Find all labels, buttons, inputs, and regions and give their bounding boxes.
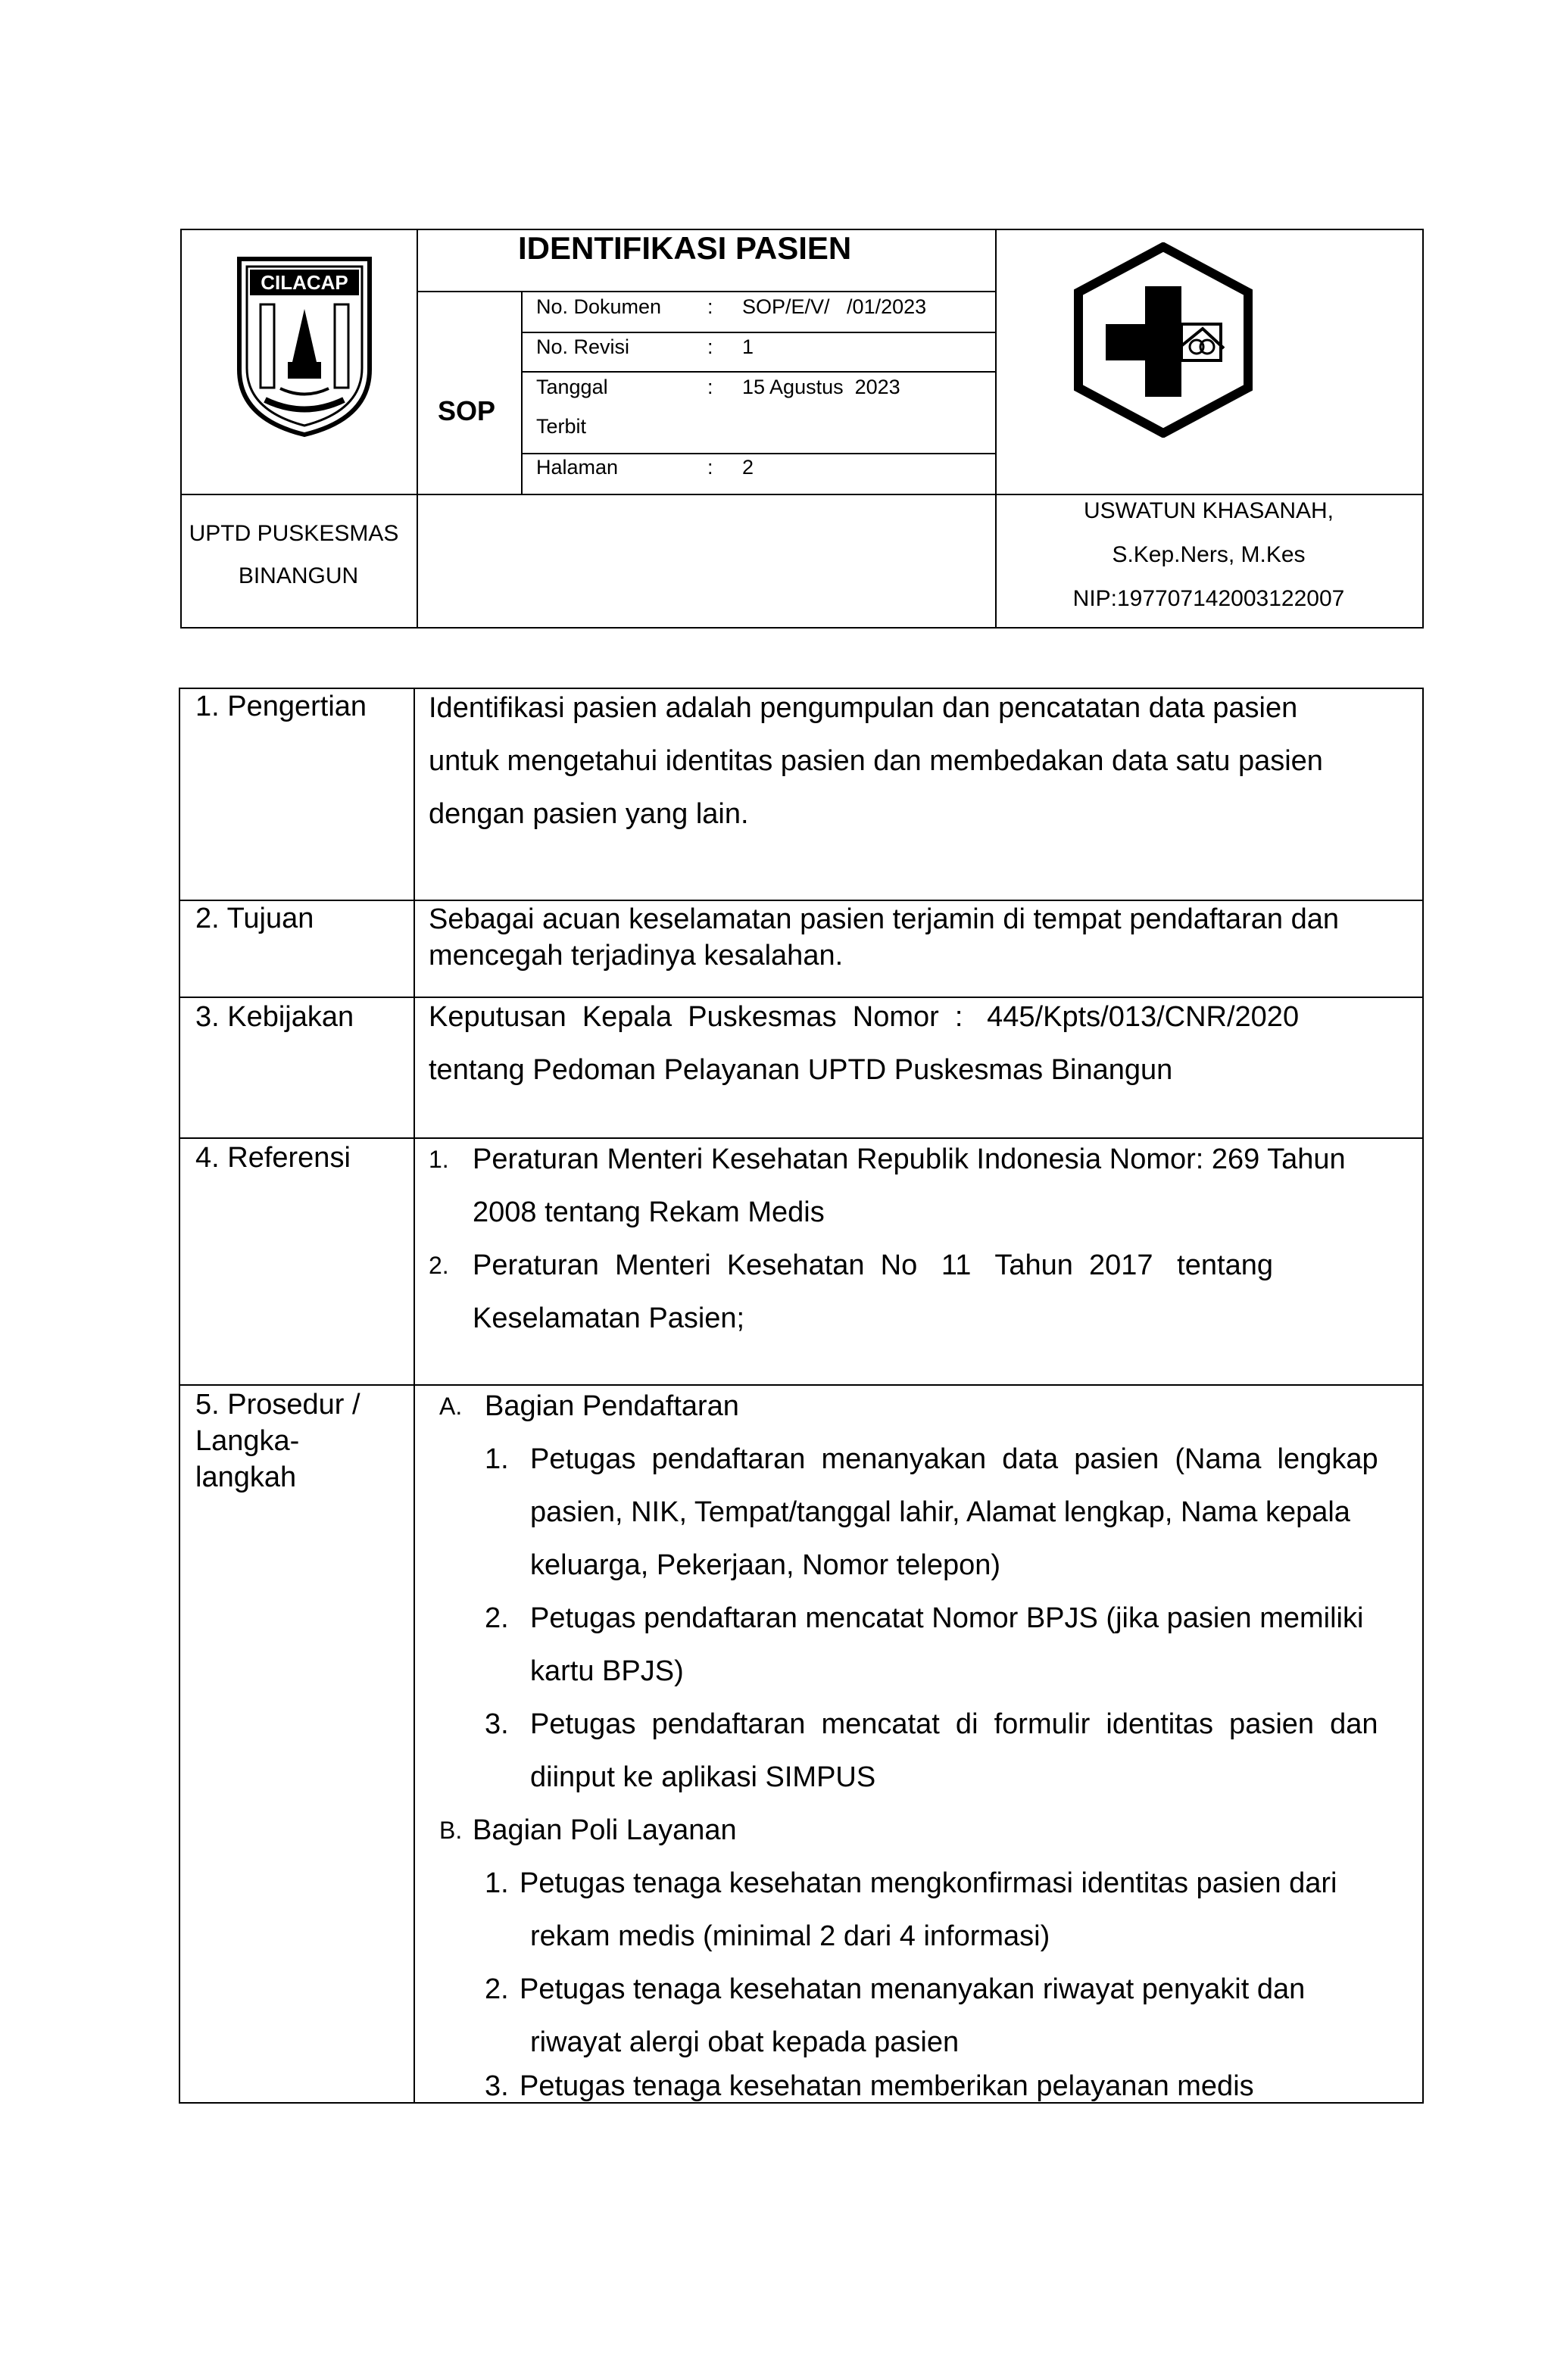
signer-title: S.Kep.Ners, M.Kes xyxy=(1112,542,1306,567)
text-line: Keputusan Kepala Puskesmas Nomor : 445/Kpts/013/CNR/2020 xyxy=(429,1001,1300,1033)
cilacap-logo xyxy=(235,256,374,438)
text-line: dengan pasien yang lain. xyxy=(429,798,749,830)
signer-nip: NIP:197707142003122007 xyxy=(1072,586,1345,611)
sop-label: SOP xyxy=(438,395,496,426)
list-number: 3. xyxy=(485,1708,509,1740)
list-number: 2. xyxy=(485,1973,509,2005)
list-item-line: 2008 tentang Rekam Medis xyxy=(473,1196,825,1228)
list-item-line: pasien, NIK, Tempat/tanggal lahir, Alamat lengkap, Nama kepala xyxy=(530,1496,1350,1528)
list-item-line: Keselamatan Pasien; xyxy=(473,1302,745,1334)
meta-label-revision: No. Revisi xyxy=(536,335,630,358)
section-label-referensi: 4. Referensi xyxy=(195,1142,351,1174)
list-item-line: Petugas tenaga kesehatan memberikan pelayanan medis xyxy=(520,2070,1254,2102)
page-title: IDENTIFIKASI PASIEN xyxy=(518,230,852,266)
list-item-line: Petugas tenaga kesehatan menanyakan riwayat penyakit dan xyxy=(520,1973,1306,2005)
group-title: Bagian Pendaftaran xyxy=(485,1390,739,1422)
list-number: 1. xyxy=(429,1146,449,1173)
signer-name: USWATUN KHASANAH, xyxy=(1083,498,1334,523)
section-label-prosedur-2: Langka- xyxy=(195,1425,300,1457)
group-title: Bagian Poli Layanan xyxy=(473,1814,737,1846)
group-marker: B. xyxy=(439,1817,463,1844)
org-name-line1: UPTD PUSKESMAS xyxy=(189,521,399,546)
list-item-line: keluarga, Pekerjaan, Nomor telepon) xyxy=(530,1549,1001,1581)
list-number: 2. xyxy=(429,1252,449,1279)
list-item-line: Peraturan Menteri Kesehatan Republik Indonesia Nomor: 269 Tahun xyxy=(473,1143,1346,1175)
list-item-line: Peraturan Menteri Kesehatan No 11 Tahun 2017 tentang xyxy=(473,1249,1273,1281)
section-label-pengertian: 1. Pengertian xyxy=(195,691,367,722)
list-number: 1. xyxy=(485,1867,509,1899)
meta-label-date: Tanggal xyxy=(536,376,608,398)
meta-value-date: 15 Agustus 2023 xyxy=(742,376,900,398)
list-item-line: Petugas pendaftaran mencatat di formulir identitas pasien dan xyxy=(530,1708,1378,1740)
text-line: untuk mengetahui identitas pasien dan membedakan data satu pasien xyxy=(429,745,1323,777)
meta-label-page: Halaman xyxy=(536,456,619,479)
bakti-husada-cross-icon xyxy=(1072,242,1254,438)
list-item-line: kartu BPJS) xyxy=(530,1655,684,1687)
meta-label-doc-no: No. Dokumen xyxy=(536,295,662,318)
text-line: Sebagai acuan keselamatan pasien terjamin di tempat pendaftaran dan xyxy=(429,903,1340,935)
list-item-line: Petugas pendaftaran menanyakan data pasien (Nama lengkap xyxy=(530,1443,1378,1475)
meta-label-date-2: Terbit xyxy=(536,415,587,438)
section-label-prosedur: 5. Prosedur / xyxy=(195,1389,360,1421)
org-name-line2: BINANGUN xyxy=(238,563,359,588)
kemenkes-logo xyxy=(1072,242,1254,438)
meta-sep: : xyxy=(707,456,713,479)
meta-value-doc-no: SOP/E/V/ /01/2023 xyxy=(742,295,927,318)
meta-sep: : xyxy=(707,335,713,358)
list-item-line: rekam medis (minimal 2 dari 4 informasi) xyxy=(530,1920,1050,1952)
meta-value-page: 2 xyxy=(742,456,754,479)
meta-value-revision: 1 xyxy=(742,335,754,358)
list-item-line: Petugas tenaga kesehatan mengkonfirmasi identitas pasien dari xyxy=(520,1867,1337,1899)
list-item-line: riwayat alergi obat kepada pasien xyxy=(530,2026,960,2058)
section-label-prosedur-3: langkah xyxy=(195,1461,297,1493)
list-item-line: diinput ke aplikasi SIMPUS xyxy=(530,1761,876,1793)
section-label-tujuan: 2. Tujuan xyxy=(195,903,314,934)
text-line: Identifikasi pasien adalah pengumpulan dan pencatatan data pasien xyxy=(429,692,1298,724)
list-number: 2. xyxy=(485,1602,509,1634)
list-number: 3. xyxy=(485,2070,509,2102)
text-line: tentang Pedoman Pelayanan UPTD Puskesmas Binangun xyxy=(429,1054,1173,1086)
meta-sep: : xyxy=(707,295,713,318)
logo-text: CILACAP xyxy=(261,271,348,294)
text-line: mencegah terjadinya kesalahan. xyxy=(429,940,844,972)
meta-sep: : xyxy=(707,376,713,398)
section-label-kebijakan: 3. Kebijakan xyxy=(195,1001,354,1033)
list-item-line: Petugas pendaftaran mencatat Nomor BPJS (jika pasien memiliki xyxy=(530,1602,1364,1634)
group-marker: A. xyxy=(439,1393,463,1420)
list-number: 1. xyxy=(485,1443,509,1475)
